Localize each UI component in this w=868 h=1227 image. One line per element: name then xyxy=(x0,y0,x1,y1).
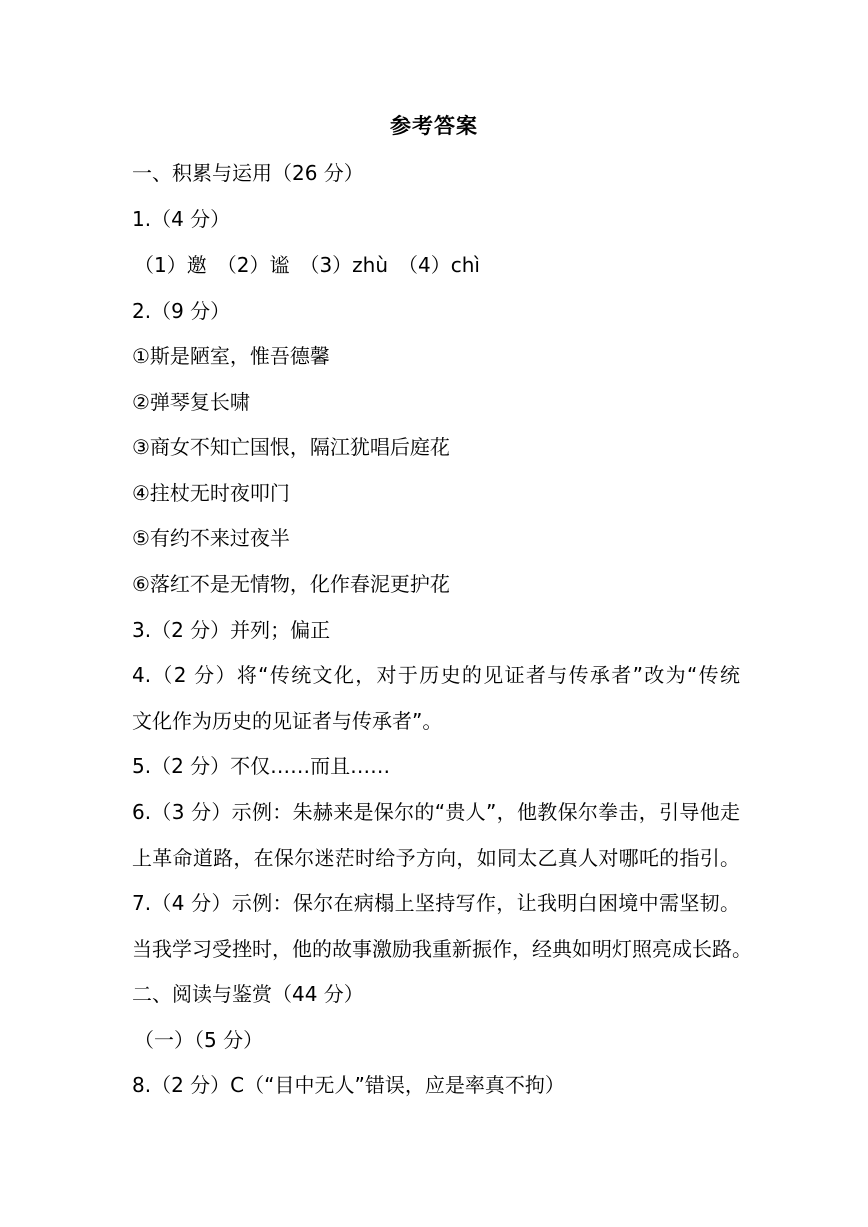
question-4-answer-line-2: 文化作为历史的见证者与传承者”。 xyxy=(132,709,443,733)
question-3-answer: 3.（2 分）并列；偏正 xyxy=(132,618,331,642)
question-2-answer-1: ①斯是陋室，惟吾德馨 xyxy=(132,344,330,368)
question-7-answer-line-2: 当我学习受挫时，他的故事激励我重新振作，经典如明灯照亮成长路。 xyxy=(132,937,752,961)
question-2-header: 2.（9 分） xyxy=(132,299,231,323)
question-1-header: 1.（4 分） xyxy=(132,207,231,231)
question-6-answer-line-1: 6.（3 分）示例：朱赫来是保尔的“贵人”，他教保尔拳击，引导他走 xyxy=(132,800,740,824)
subsection-heading-1: （一）（5 分） xyxy=(134,1028,264,1052)
question-1-answers: （1）邀 （2）谧 （3）zhù （4）chì xyxy=(134,253,480,277)
question-2-answer-4: ④拄杖无时夜叩门 xyxy=(132,481,290,505)
page-title: 参考答案 xyxy=(390,114,478,138)
question-4-answer-line-1: 4.（2 分）将“传统文化，对于历史的见证者与传承者”改为“传统 xyxy=(132,663,740,687)
section-heading-reading: 二、阅读与鉴赏（44 分） xyxy=(132,982,364,1006)
question-6-answer-line-2: 上革命道路，在保尔迷茫时给予方向，如同太乙真人对哪吒的指引。 xyxy=(132,846,740,870)
question-2-answer-5: ⑤有约不来过夜半 xyxy=(132,526,290,550)
question-7-answer-line-1: 7.（4 分）示例：保尔在病榻上坚持写作，让我明白困境中需坚韧。 xyxy=(132,891,740,915)
section-heading-accumulation: 一、积累与运用（26 分） xyxy=(132,161,364,185)
question-8-answer: 8.（2 分）C（“目中无人”错误，应是率真不拘） xyxy=(132,1073,565,1097)
question-5-answer: 5.（2 分）不仅……而且…… xyxy=(132,754,391,778)
question-2-answer-3: ③商女不知亡国恨，隔江犹唱后庭花 xyxy=(132,435,450,459)
question-2-answer-2: ②弹琴复长啸 xyxy=(132,390,250,414)
question-2-answer-6: ⑥落红不是无情物，化作春泥更护花 xyxy=(132,572,450,596)
